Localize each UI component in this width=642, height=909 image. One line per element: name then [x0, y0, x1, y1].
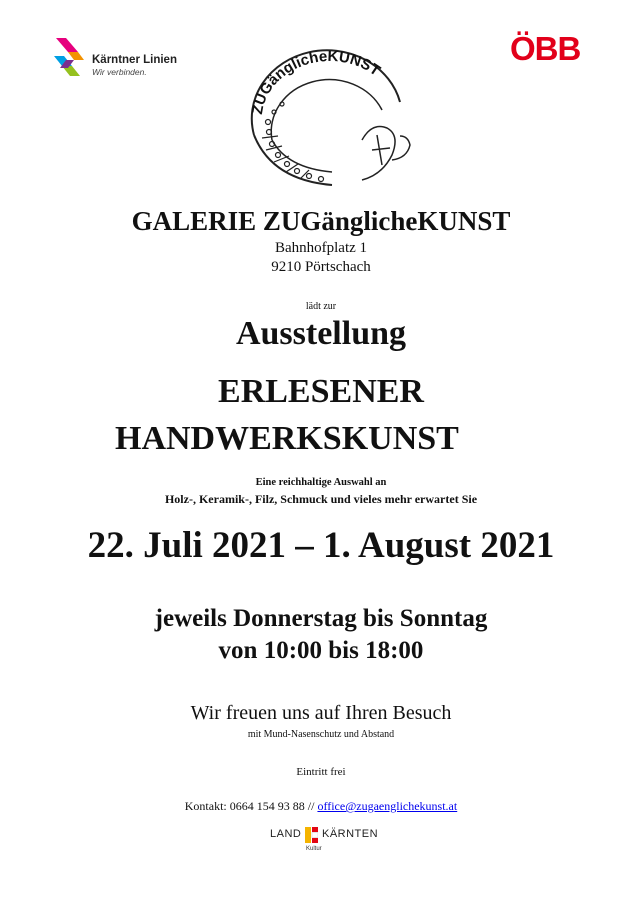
gallery-city: 9210 Pörtschach — [271, 259, 371, 275]
kaerntner-linien-logo — [52, 34, 192, 80]
invite-text: lädt zur — [305, 301, 337, 312]
land-kaernten-sub: Kultur — [306, 846, 322, 852]
land-kaernten-left: LAND — [270, 828, 302, 840]
zugaenglichekunst-logo — [232, 40, 422, 195]
opening-hours: von 10:00 bis 18:00 — [218, 637, 424, 664]
contact-email-link[interactable]: office@zugaenglichekunst.at — [317, 799, 458, 813]
exhibition-dates: 22. Juli 2021 – 1. August 2021 — [87, 525, 555, 566]
contact-line — [0, 799, 642, 814]
title-line-1: ERLESENER — [218, 373, 424, 410]
title-line-2: HANDWERKSKUNST — [115, 420, 459, 457]
land-kaernten-logo — [270, 826, 380, 860]
welcome-text: Wir freuen uns auf Ihren Besuch — [190, 702, 452, 724]
land-kaernten-right: KÄRNTEN — [322, 828, 379, 840]
kaerntner-linien-mark-icon — [52, 34, 88, 78]
center-logo-text: ZUGänglicheKUNST — [248, 47, 384, 116]
gallery-street: Bahnhofplatz 1 — [274, 240, 368, 256]
description-line-1: Eine reichhaltige Auswahl an — [255, 477, 387, 488]
kaerntner-linien-name: Kärntner Linien — [92, 54, 177, 66]
kaerntner-linien-tagline: Wir verbinden. — [92, 67, 147, 77]
mask-note: mit Mund-Nasenschutz und Abstand — [247, 729, 395, 740]
carinthia-emblem-icon — [305, 827, 318, 843]
entry-free: Eintritt frei — [296, 766, 346, 778]
contact-label: Kontakt: 0664 154 93 88 // — [184, 799, 315, 813]
opening-days: jeweils Donnerstag bis Sonntag — [154, 605, 488, 632]
gallery-name: GALERIE ZUGänglicheKUNST — [131, 206, 511, 236]
oebb-logo: ÖBB — [510, 30, 581, 67]
description-line-2: Holz-, Keramik-, Filz, Schmuck und vieles mehr erwartet Sie — [164, 492, 478, 506]
exhibition-heading: Ausstellung — [235, 315, 407, 352]
train-arc-icon — [232, 40, 422, 195]
